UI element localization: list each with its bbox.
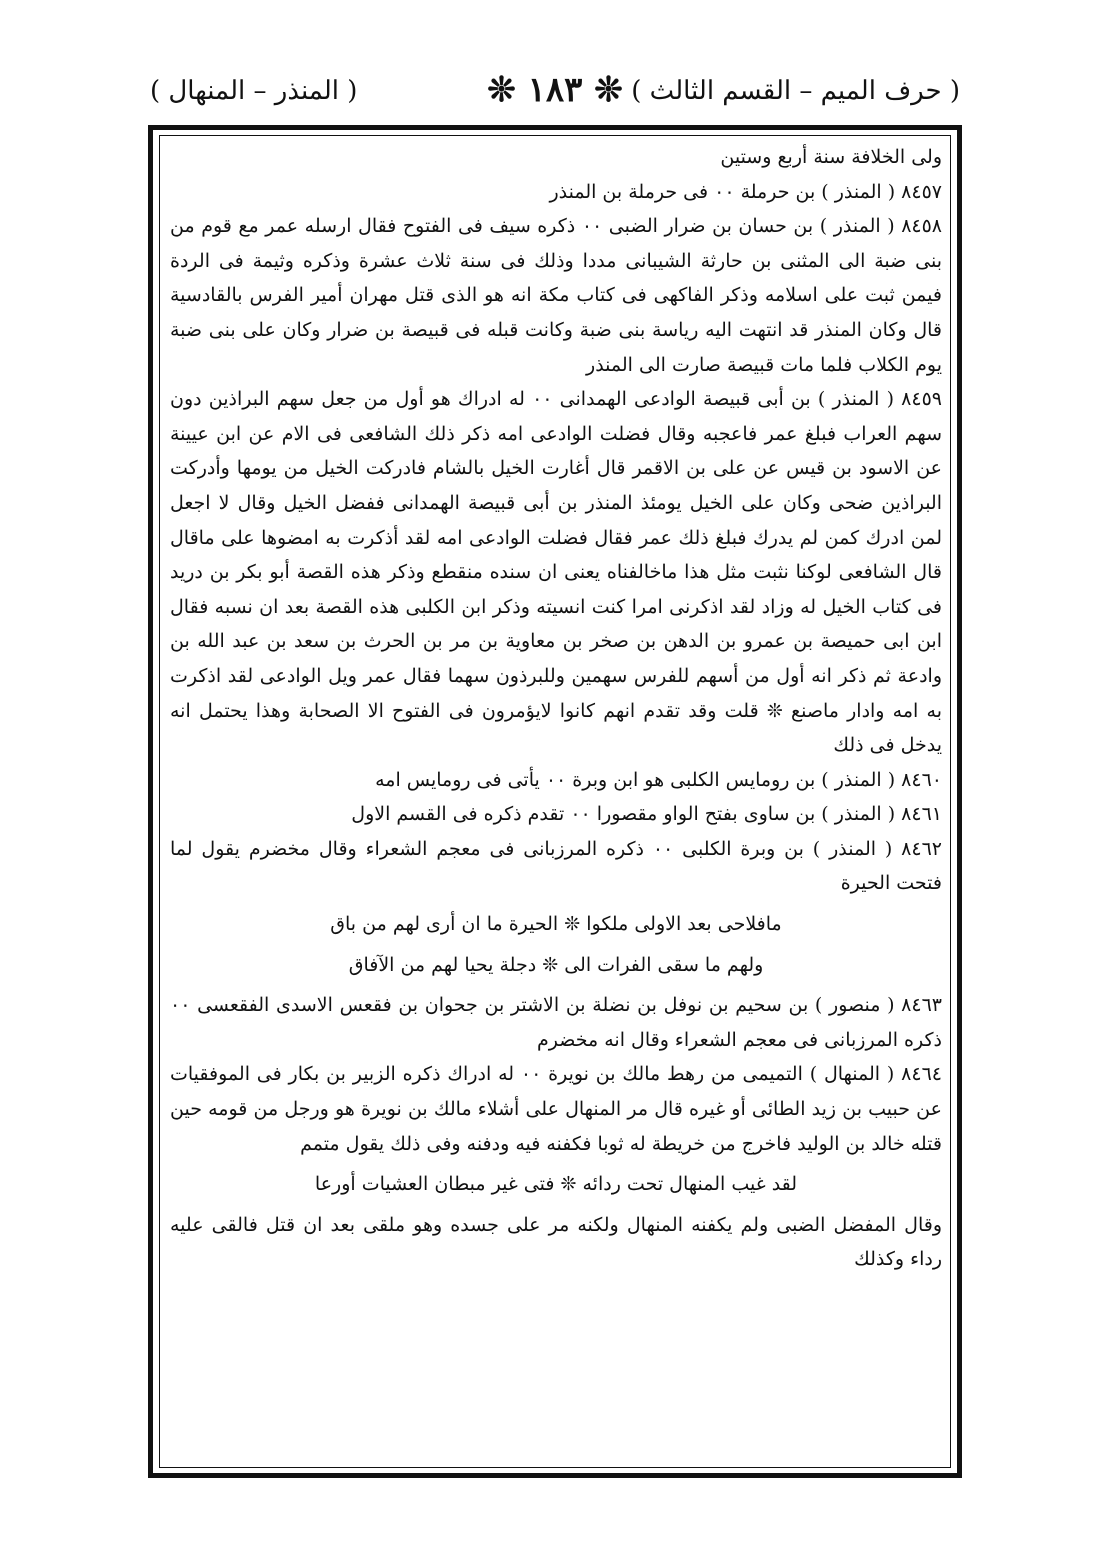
- verse-hemistich: ولهم ما سقى الفرات الى: [564, 953, 764, 976]
- verse-hemistich: لقد غيب المنهال تحت ردائه: [582, 1173, 798, 1196]
- verse-separator: ❊: [560, 1173, 577, 1196]
- entry-8461: ٨٤٦١ ( المنذر ) بن ساوى بفتح الواو مقصورا ٠٠ تقدم ذكره فى القسم الاول: [351, 803, 942, 826]
- paragraph: وقال المفضل الضبى ولم يكفنه المنهال ولكنه مر على جسده وهو ملقى بعد ان قتل فالقى عليه رداء وكذلك: [170, 1213, 942, 1271]
- entry-8462: ٨٤٦٢ ( المنذر ) بن وبرة الكلبى ٠٠ ذكره المرزبانى فى معجم الشعراء وقال مخضرم يقول لما فتحت الحيرة: [170, 837, 942, 895]
- header-entry-range: ( المنذر – المنهال ): [150, 76, 358, 106]
- entry-8459: ٨٤٥٩ ( المنذر ) بن أبى قبيصة الوادعى الهمدانى ٠٠ له ادراك هو أول من جعل سهم البراذين دون سهم العراب فبلغ عمر فاعجبه وقال فضلت الوادعى امه ذكر ذلك الشافعى فى الام عن ابن عيينة عن الاسود بن قيس عن على بن الاقمر قال أغارت الخيل بالشام فادركت الخيل من يومها وأدركت البراذين ضحى وكان على الخيل يومئذ المنذر بن أبى قبيصة الهمدانى ففضل الخيل وقال لا اجعل لمن ادرك كمن لم يدرك فبلغ ذلك عمر فقال فضلت الوادعى امه لقد أذكرت به امضوها على ماقال قال الشافعى لوكنا نثبت مثل هذا ماخالفناه يعنى ان سنده منقطع وذكر هذه القصة أبو بكر بن دريد فى كتاب الخيل له وزاد لقد اذكرنى امرا كنت انسيته وذكر ابن الكلبى هذه القصة بعد ان نسبه فقال ابن ابى حميصة بن عمرو بن الدهن بن صخر بن معاوية بن مر بن الحرث بن سعد بن عبد الله بن وادعة ثم ذكر انه أول من أسهم للفرس سهمين وللبرذون سهما فقال عمر ويل الوادعى لقد اذكرت به امه وادار ماصنع ❊ قلت وقد تقدم انهم كانوا لايؤمرون فى الفتوح الا الصحابة وهذا يحتمل انه يدخل فى ذلك: [170, 388, 942, 757]
- paragraph: ولى الخلافة سنة أربع وستين: [720, 146, 942, 168]
- verse-separator: ❊: [564, 913, 581, 936]
- verse-hemistich: دجلة يحيا لهم من الآفاق: [348, 953, 537, 976]
- header-section-title: ( حرف الميم – القسم الثالث ): [631, 76, 960, 106]
- verse-separator: ❊: [542, 953, 559, 976]
- verse-line: [170, 1167, 942, 1202]
- verse-hemistich: الحيرة ما ان أرى لهم من باق: [330, 913, 559, 936]
- entry-8463: ٨٤٦٣ ( منصور ) بن سحيم بن نوفل بن نضلة بن الاشتر بن جحوان بن فقعس الاسدى الفقعسى ٠٠ ذكره المرزبانى فى معجم الشعراء وقال انه مخضرم: [170, 994, 942, 1051]
- page-header: [150, 70, 960, 120]
- entry-8458: ٨٤٥٨ ( المنذر ) بن حسان بن ضرار الضبى ٠٠ ذكره سيف فى الفتوح فقال ارسله عمر مع قوم من بنى ضبة الى المثنى بن حارثة الشيبانى مددا وذلك فى سنة ثلاث عشرة وذكره وثيمة فى الردة فيمن ثبت على اسلامه وذكر الفاكهى فى كتاب مكة انه هو الذى قتل مهران أمير الفرس بالقادسية قال وكان المنذر قد انتهت اليه رياسة بنى ضبة وكانت قبله فى قبيصة بن ضرار وكان على بنى ضبة يوم الكلاب فلما مات قبيصة صارت الى المنذر: [170, 215, 942, 376]
- verse-hemistich: فتى غير مبطان العشيات أورعا: [314, 1173, 555, 1196]
- verse-hemistich: مافلاحى بعد الاولى ملكوا: [586, 913, 782, 936]
- entry-8464: ٨٤٦٤ ( المنهال ) التميمى من رهط مالك بن نويرة ٠٠ له ادراك ذكره الزبير بن بكار فى الموفقيات عن حبيب بن زيد الطائى أو غيره قال مر المنهال على أشلاء مالك بن نويرة هو ورجل من قومه حين قتله خالد بن الوليد فاخرج من خريطة له ثوبا فكفنه فيه ودفنه وفى ذلك يقول متمم: [170, 1063, 942, 1155]
- verse-line: [170, 948, 942, 983]
- entry-8457: ٨٤٥٧ ( المنذر ) بن حرملة ٠٠ فى حرملة بن المنذر: [549, 180, 942, 203]
- page-number: ❊ ١٨٣ ❊: [487, 70, 623, 110]
- verse-line: [170, 907, 942, 942]
- page-body: [170, 140, 942, 1460]
- entry-8460: ٨٤٦٠ ( المنذر ) بن رومايس الكلبى هو ابن وبرة ٠٠ يأتى فى رومايس امه: [375, 768, 942, 791]
